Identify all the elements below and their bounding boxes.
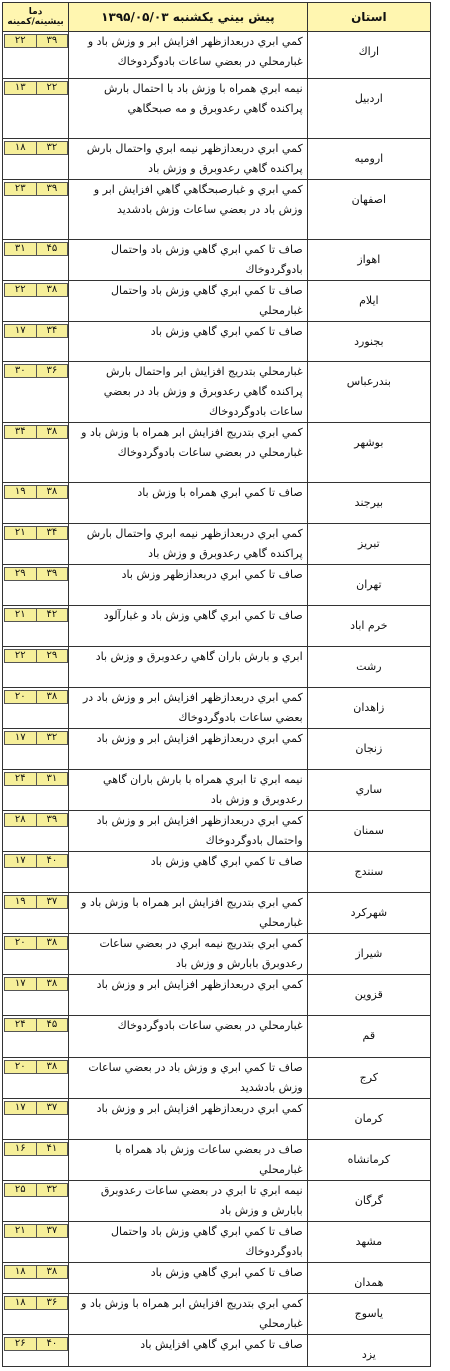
province-name: تبريز (307, 524, 430, 565)
table-row (3, 1099, 431, 1140)
temperature-cell (3, 1099, 69, 1140)
table-row (3, 975, 431, 1016)
min-temp: ۲۴ (4, 1018, 37, 1032)
temperature-cell (3, 79, 69, 139)
forecast-description: غبارمحلي در بعضي ساعات بادوگردوخاك (69, 1016, 308, 1058)
temperature-cell (3, 811, 69, 852)
max-temp: ۳۸ (36, 425, 69, 439)
temperature-pair (4, 485, 67, 499)
province-name: بيرجند (307, 483, 430, 524)
max-temp: ۳۷ (36, 1101, 69, 1115)
province-name: سمنان (307, 811, 430, 852)
min-temp: ۳۰ (4, 364, 37, 378)
temperature-pair (4, 690, 67, 704)
max-temp: ۴۵ (36, 242, 69, 256)
table-row (3, 139, 431, 180)
temperature-pair (4, 526, 67, 540)
temperature-pair (4, 813, 67, 827)
forecast-description: كمي ابري دربعدازظهر افزايش ابر و وزش باد و غبارمحلي در بعضي ساعات بادوگردوخاك (69, 32, 308, 79)
forecast-table-wrapper (2, 2, 431, 1367)
temperature-pair (4, 283, 67, 297)
province-name: اراك (307, 32, 430, 79)
header-temperature (3, 3, 69, 32)
header-title: پيش بيني يكشنبه ۱۳۹۵/۰۵/۰۳ (69, 3, 308, 32)
table-row (3, 240, 431, 281)
forecast-description: كمي ابري بتدريج افزايش ابر همراه با وزش باد و غبارمحلي (69, 893, 308, 934)
max-temp: ۳۲ (36, 1183, 69, 1197)
table-row (3, 1294, 431, 1335)
table-row (3, 180, 431, 240)
max-temp: ۳۲ (36, 731, 69, 745)
province-name: تهران (307, 565, 430, 606)
temperature-cell (3, 852, 69, 893)
forecast-description: كمي ابري بتدريج نيمه ابري در بعضي ساعات رعدوبرق بابارش و وزش باد (69, 934, 308, 975)
temperature-cell (3, 240, 69, 281)
table-row (3, 606, 431, 647)
province-name: ايلام (307, 281, 430, 322)
temperature-pair (4, 141, 67, 155)
province-name: قم (307, 1016, 430, 1058)
max-temp: ۳۸ (36, 283, 69, 297)
province-name: بندرعباس (307, 362, 430, 423)
temperature-cell (3, 1222, 69, 1263)
province-name: قزوين (307, 975, 430, 1016)
min-temp: ۱۶ (4, 1142, 37, 1156)
temperature-pair (4, 242, 67, 256)
table-row (3, 729, 431, 770)
temperature-pair (4, 34, 67, 48)
table-row (3, 934, 431, 975)
temperature-cell (3, 647, 69, 688)
temperature-cell (3, 1058, 69, 1099)
temperature-cell (3, 606, 69, 647)
forecast-description: صاف تا كمي ابري همراه با وزش باد (69, 483, 308, 524)
forecast-description: صاف تا كمي ابري گاهي افزايش باد (69, 1335, 308, 1367)
min-temp: ۲۲ (4, 283, 37, 297)
max-temp: ۳۱ (36, 772, 69, 786)
min-temp: ۲۲ (4, 649, 37, 663)
temperature-pair (4, 1101, 67, 1115)
forecast-description: صاف تا كمي ابري گاهي وزش باد واحتمال غبارمحلي (69, 281, 308, 322)
province-name: رشت (307, 647, 430, 688)
province-name: بجنورد (307, 322, 430, 362)
max-temp: ۲۹ (36, 649, 69, 663)
temperature-pair (4, 324, 67, 338)
max-temp: ۳۶ (36, 1296, 69, 1310)
min-temp: ۲۸ (4, 813, 37, 827)
table-row (3, 281, 431, 322)
temperature-cell (3, 1016, 69, 1058)
temperature-pair (4, 1142, 67, 1156)
max-temp: ۳۹ (36, 813, 69, 827)
max-temp: ۴۱ (36, 1142, 69, 1156)
max-temp: ۳۷ (36, 895, 69, 909)
min-temp: ۲۱ (4, 526, 37, 540)
province-name: اهواز (307, 240, 430, 281)
temperature-cell (3, 1140, 69, 1181)
province-name: ياسوج (307, 1294, 430, 1335)
forecast-description: كمي ابري دربعدازظهر نيمه ابري واحتمال بارش پراكنده گاهي رعدوبرق و وزش باد (69, 139, 308, 180)
header-temp-unit: دما (28, 7, 43, 17)
max-temp: ۴۵ (36, 1018, 69, 1032)
temperature-pair (4, 1183, 67, 1197)
forecast-description: صاف تا كمي ابري دربعدازظهر وزش باد (69, 565, 308, 606)
temperature-cell (3, 770, 69, 811)
province-name: زاهدان (307, 688, 430, 729)
forecast-description: نيمه ابري تا ابري در بعضي ساعات رعدوبرق بابارش و وزش باد (69, 1181, 308, 1222)
max-temp: ۳۸ (36, 1060, 69, 1074)
province-name: مشهد (307, 1222, 430, 1263)
min-temp: ۱۸ (4, 1296, 37, 1310)
max-temp: ۳۸ (36, 690, 69, 704)
temperature-cell (3, 1335, 69, 1367)
max-temp: ۳۹ (36, 182, 69, 196)
temperature-cell (3, 893, 69, 934)
min-temp: ۱۸ (4, 1265, 37, 1279)
table-row (3, 893, 431, 934)
min-temp: ۱۹ (4, 895, 37, 909)
temperature-cell (3, 729, 69, 770)
table-row (3, 647, 431, 688)
temperature-cell (3, 32, 69, 79)
forecast-table (2, 2, 431, 1367)
forecast-description: كمي ابري و غبارصبحگاهي گاهي افزايش ابر و وزش باد در بعضي ساعات وزش بادشديد (69, 180, 308, 240)
province-name: زنجان (307, 729, 430, 770)
min-temp: ۱۳ (4, 81, 37, 95)
temperature-pair (4, 649, 67, 663)
temperature-pair (4, 1265, 67, 1279)
header-province: استان (307, 3, 430, 32)
max-temp: ۳۶ (36, 364, 69, 378)
temperature-cell (3, 1263, 69, 1294)
min-temp: ۲۵ (4, 1183, 37, 1197)
temperature-pair (4, 364, 67, 378)
temperature-cell (3, 975, 69, 1016)
max-temp: ۲۲ (36, 81, 69, 95)
table-row (3, 32, 431, 79)
forecast-description: كمي ابري دربعدازظهر افزايش ابر و وزش باد (69, 975, 308, 1016)
forecast-description: كمي ابري دربعدازظهر افزايش ابر و وزش باد واحتمال بادوگردوخاك (69, 811, 308, 852)
table-row (3, 770, 431, 811)
province-name: همدان (307, 1263, 430, 1294)
min-temp: ۳۱ (4, 242, 37, 256)
forecast-description: كمي ابري دربعدازظهر افزايش ابر و وزش باد (69, 1099, 308, 1140)
temperature-pair (4, 182, 67, 196)
province-name: كرمانشاه (307, 1140, 430, 1181)
max-temp: ۴۰ (36, 1337, 69, 1351)
temperature-cell (3, 180, 69, 240)
province-name: بوشهر (307, 423, 430, 483)
forecast-description: صاف تا كمي ابري و وزش باد در بعضي ساعات وزش بادشديد (69, 1058, 308, 1099)
temperature-pair (4, 1018, 67, 1032)
table-row (3, 79, 431, 139)
forecast-description: صاف در بعضي ساعات وزش باد همراه با غبارمحلي (69, 1140, 308, 1181)
temperature-pair (4, 567, 67, 581)
temperature-pair (4, 1060, 67, 1074)
min-temp: ۲۲ (4, 34, 37, 48)
min-temp: ۱۷ (4, 324, 37, 338)
table-row (3, 362, 431, 423)
temperature-cell (3, 565, 69, 606)
max-temp: ۳۷ (36, 1224, 69, 1238)
temperature-pair (4, 895, 67, 909)
forecast-description: كمي ابري دربعدازظهر نيمه ابري واحتمال بارش پراكنده گاهي رعدوبرق و وزش باد (69, 524, 308, 565)
min-temp: ۱۷ (4, 1101, 37, 1115)
table-header-row (3, 3, 431, 32)
table-row (3, 1222, 431, 1263)
temperature-cell (3, 281, 69, 322)
province-name: شيراز (307, 934, 430, 975)
min-temp: ۲۶ (4, 1337, 37, 1351)
forecast-description: صاف تا كمي ابري گاهي وزش باد (69, 852, 308, 893)
province-name: ساري (307, 770, 430, 811)
max-temp: ۳۹ (36, 34, 69, 48)
max-temp: ۳۴ (36, 526, 69, 540)
min-temp: ۲۳ (4, 182, 37, 196)
forecast-description: غبارمحلي بتدريج افزايش ابر واحتمال بارش پراكنده گاهي رعدوبرق و وزش باد در بعضي ساعات بادوگردوخاك (69, 362, 308, 423)
forecast-rows (3, 32, 431, 1367)
table-row (3, 1263, 431, 1294)
min-temp: ۱۷ (4, 731, 37, 745)
temperature-pair (4, 977, 67, 991)
max-temp: ۳۲ (36, 141, 69, 155)
forecast-description: صاف تا كمي ابري گاهي وزش باد (69, 1263, 308, 1294)
max-temp: ۴۰ (36, 854, 69, 868)
province-name: كرمان (307, 1099, 430, 1140)
province-name: اردبيل (307, 79, 430, 139)
temperature-pair (4, 608, 67, 622)
forecast-description: نيمه ابري تا ابري همراه با بارش باران گاهي رعدوبرق و وزش باد (69, 770, 308, 811)
table-row (3, 1181, 431, 1222)
forecast-description: صاف تا كمي ابري گاهي وزش باد و غبارآلود (69, 606, 308, 647)
max-temp: ۳۸ (36, 1265, 69, 1279)
temperature-cell (3, 362, 69, 423)
temperature-cell (3, 934, 69, 975)
temperature-cell (3, 139, 69, 180)
province-name: اصفهان (307, 180, 430, 240)
min-temp: ۳۴ (4, 425, 37, 439)
min-temp: ۲۱ (4, 608, 37, 622)
temperature-cell (3, 524, 69, 565)
forecast-description: كمي ابري بتدريج افزايش ابر همراه با وزش باد و غبارمحلي (69, 1294, 308, 1335)
temperature-pair (4, 1296, 67, 1310)
min-temp: ۲۰ (4, 936, 37, 950)
max-temp: ۳۴ (36, 324, 69, 338)
table-row (3, 483, 431, 524)
province-name: خرم اباد (307, 606, 430, 647)
max-temp: ۳۸ (36, 977, 69, 991)
min-temp: ۱۹ (4, 485, 37, 499)
min-temp: ۲۹ (4, 567, 37, 581)
temperature-pair (4, 936, 67, 950)
min-temp: ۲۰ (4, 1060, 37, 1074)
table-row (3, 1016, 431, 1058)
table-row (3, 423, 431, 483)
table-row (3, 1140, 431, 1181)
header-temp-minmax: بيشينه/كمينه (7, 17, 64, 27)
table-row (3, 322, 431, 362)
table-row (3, 1058, 431, 1099)
province-name: سنندج (307, 852, 430, 893)
max-temp: ۴۲ (36, 608, 69, 622)
province-name: كرج (307, 1058, 430, 1099)
min-temp: ۱۸ (4, 141, 37, 155)
min-temp: ۱۷ (4, 854, 37, 868)
temperature-pair (4, 1224, 67, 1238)
forecast-description: صاف تا كمي ابري گاهي وزش باد واحتمال بادوگردوخاك (69, 240, 308, 281)
table-row (3, 811, 431, 852)
temperature-pair (4, 731, 67, 745)
temperature-cell (3, 688, 69, 729)
province-name: شهركرد (307, 893, 430, 934)
min-temp: ۲۴ (4, 772, 37, 786)
forecast-description: كمي ابري دربعدازظهر افزايش ابر و وزش باد در بعضي ساعات بادوگردوخاك (69, 688, 308, 729)
table-row (3, 688, 431, 729)
temperature-cell (3, 1294, 69, 1335)
forecast-description: ابري و بارش باران گاهي رعدوبرق و وزش باد (69, 647, 308, 688)
max-temp: ۳۸ (36, 485, 69, 499)
forecast-description: كمي ابري بتدريج افزايش ابر همراه با وزش باد و غبارمحلي در بعضي ساعات بادوگردوخاك (69, 423, 308, 483)
min-temp: ۱۷ (4, 977, 37, 991)
table-row (3, 565, 431, 606)
min-temp: ۲۱ (4, 1224, 37, 1238)
province-name: اروميه (307, 139, 430, 180)
table-row (3, 1335, 431, 1367)
table-row (3, 524, 431, 565)
forecast-description: صاف تا كمي ابري گاهي وزش باد واحتمال بادوگردوخاك (69, 1222, 308, 1263)
province-name: يزد (307, 1335, 430, 1367)
temperature-pair (4, 1337, 67, 1351)
temperature-pair (4, 854, 67, 868)
temperature-cell (3, 322, 69, 362)
forecast-description: نيمه ابري همراه با وزش باد با احتمال بارش پراكنده گاهي رعدوبرق و مه صبحگاهي (69, 79, 308, 139)
table-row (3, 852, 431, 893)
max-temp: ۳۸ (36, 936, 69, 950)
temperature-cell (3, 423, 69, 483)
forecast-description: كمي ابري دربعدازظهر افزايش ابر و وزش باد (69, 729, 308, 770)
temperature-pair (4, 425, 67, 439)
forecast-description: صاف تا كمي ابري گاهي وزش باد (69, 322, 308, 362)
province-name: گرگان (307, 1181, 430, 1222)
temperature-cell (3, 1181, 69, 1222)
temperature-pair (4, 81, 67, 95)
temperature-pair (4, 772, 67, 786)
temperature-cell (3, 483, 69, 524)
min-temp: ۲۰ (4, 690, 37, 704)
max-temp: ۳۹ (36, 567, 69, 581)
